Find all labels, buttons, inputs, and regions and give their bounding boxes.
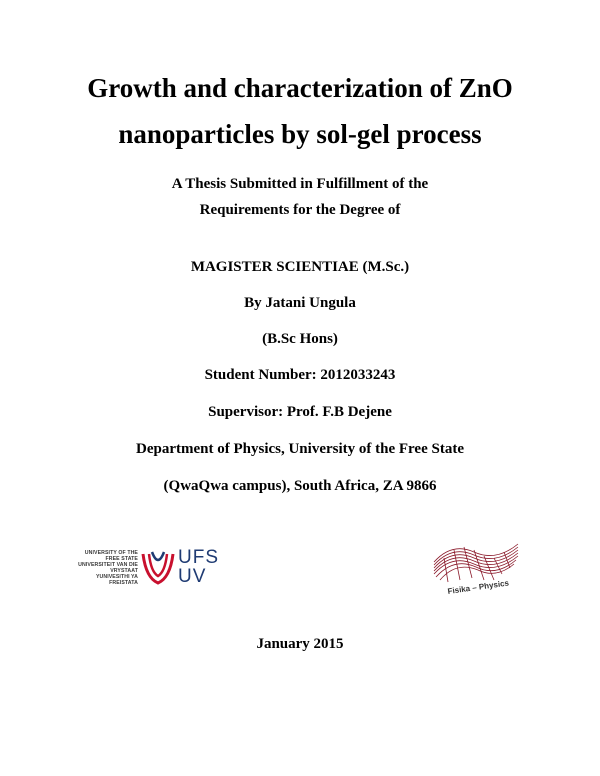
thesis-title-line-2: nanoparticles by sol-gel process [118, 119, 482, 149]
submission-statement-line-2: Requirements for the Degree of [199, 202, 401, 218]
author-name: By Jatani Ungula [244, 295, 356, 311]
ufs-logo-text-line: YUNIVESITHI YA [95, 574, 138, 581]
campus-address: (QwaQwa campus), South Africa, ZA 9866 [163, 478, 437, 494]
ufs-logo-text-line: UNIVERSITEIT VAN DIE [78, 562, 138, 569]
ufs-logo-text-line: UNIVERSITY OF THE [84, 550, 138, 556]
fisika-logo-label: Fisika – Physics [447, 578, 510, 596]
ufs-logo-text [78, 550, 138, 587]
thesis-title-line-1: Growth and characterization of ZnO [87, 73, 513, 103]
ufs-abbr-bottom: UV [178, 566, 207, 587]
supervisor: Supervisor: Prof. F.B Dejene [208, 404, 392, 420]
fisika-physics-logo-icon [430, 534, 522, 600]
department: Department of Physics, University of the Free State [136, 441, 464, 457]
degree-name: MAGISTER SCIENTIAE (M.Sc.) [190, 259, 410, 275]
ufs-logo-text-line: FREISTATA [109, 580, 138, 587]
submission-date: January 2015 [256, 636, 344, 652]
ufs-abbreviation [178, 548, 219, 586]
ufs-logo-text-line: VRYSTAAT [110, 568, 138, 575]
author-qualification: (B.Sc Hons) [262, 331, 338, 347]
student-number: Student Number: 2012033243 [204, 367, 396, 383]
ufs-abbr-top: UFS [178, 547, 219, 568]
submission-statement-line-1: A Thesis Submitted in Fulfillment of the [171, 176, 429, 192]
ufs-logo-text-line: FREE STATE [105, 556, 138, 563]
ufs-emblem-icon [140, 548, 176, 586]
ufs-logo [78, 548, 218, 590]
